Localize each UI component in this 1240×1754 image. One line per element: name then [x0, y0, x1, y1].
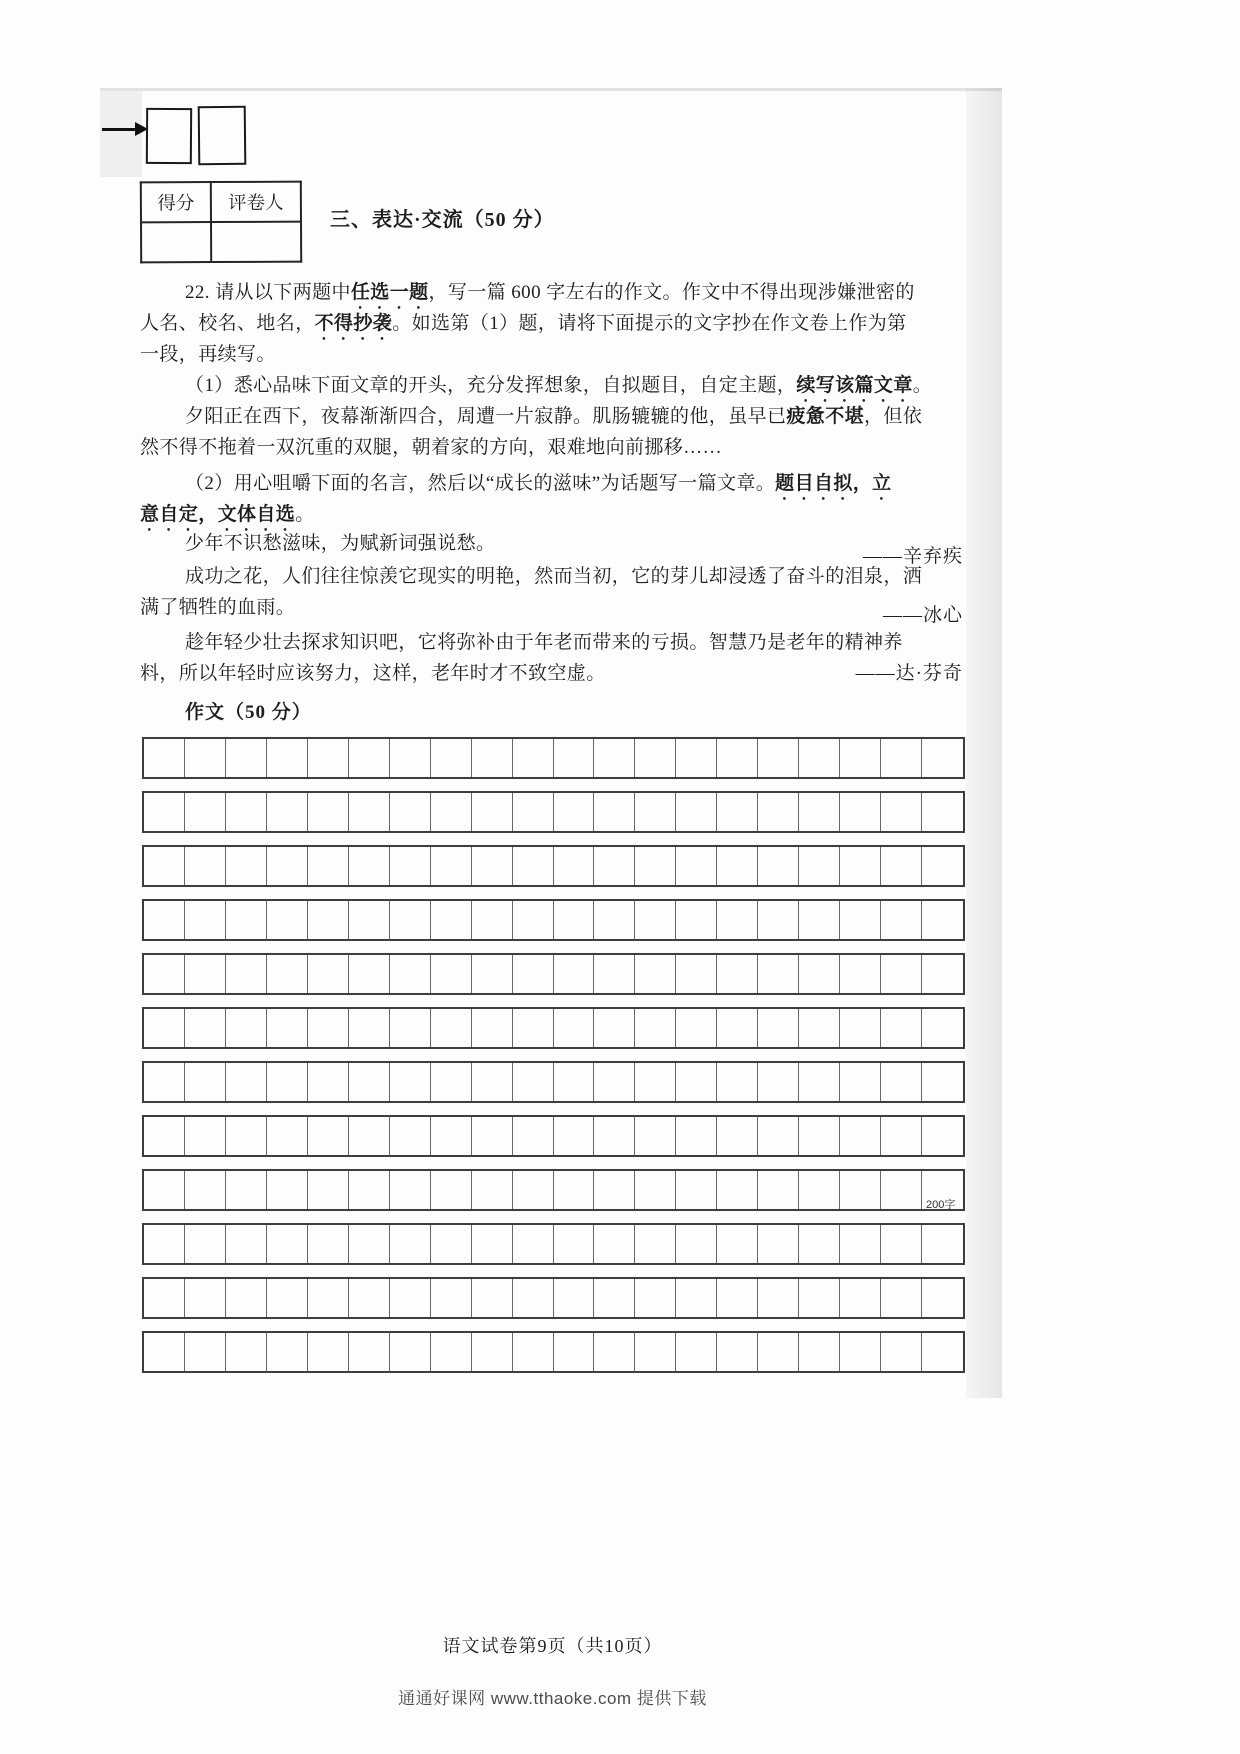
essay-grid-cell [594, 739, 635, 777]
essay-grid-cell [349, 1171, 390, 1209]
essay-grid-cell [308, 1171, 349, 1209]
essay-grid-cell [431, 847, 472, 885]
essay-grid-cell [267, 847, 308, 885]
essay-grid-cell [349, 1117, 390, 1155]
essay-grid-cell [349, 901, 390, 939]
q22-line2-emphasis: 不得抄袭 [314, 313, 393, 334]
essay-grid-cell [390, 793, 431, 831]
download-watermark: 通通好课网 www.tthaoke.com 提供下载 [398, 1689, 707, 1708]
essay-grid-cell [799, 1225, 840, 1263]
essay-grid-cell [717, 1171, 758, 1209]
essay-grid-cell [799, 1063, 840, 1101]
essay-grid-cell [758, 847, 799, 885]
essay-grid-cell [554, 739, 595, 777]
quote-3-line-1: 趁年轻少壮去探求知识吧，它将弥补由于年老而带来的亏损。智慧乃是老年的精神养 [185, 632, 903, 653]
essay-grid-cell [717, 1117, 758, 1155]
q22-line2-pre: 人名、校名、地名， [140, 313, 315, 334]
essay-grid-cell [635, 739, 676, 777]
topic1-intro-emphasis: 续写该篇文章 [796, 375, 913, 396]
essay-grid-cell [676, 793, 717, 831]
essay-grid-cell [594, 1009, 635, 1047]
essay-grid-cell [881, 739, 922, 777]
essay-grid-cell [922, 793, 963, 831]
essay-grid-cell [717, 955, 758, 993]
essay-grid-row [142, 1277, 965, 1319]
passage1-bold: 疲惫不堪 [786, 406, 865, 427]
essay-grid-cell [513, 1225, 554, 1263]
essay-grid-cell [881, 1009, 922, 1047]
essay-grid-cell [308, 1009, 349, 1047]
essay-grid-cell [513, 1009, 554, 1047]
topic1-passage-line-1 [185, 401, 922, 428]
section-title: 三、表达·交流（50 分） [330, 209, 555, 231]
essay-grid-cell [185, 1009, 226, 1047]
essay-grid-cell [840, 739, 881, 777]
essay-grid-cell [554, 847, 595, 885]
essay-grid-cell [472, 793, 513, 831]
essay-grid-cell [431, 1333, 472, 1371]
essay-grid-cell [922, 847, 963, 885]
essay-grid-cell [185, 1225, 226, 1263]
essay-grid-cell [881, 1063, 922, 1101]
essay-grid-cell [554, 1279, 595, 1317]
essay-grid-cell [676, 1009, 717, 1047]
essay-grid-cell [185, 1279, 226, 1317]
essay-grid-cell [308, 1225, 349, 1263]
essay-grid-cell [144, 739, 185, 777]
essay-grid-cell [226, 847, 267, 885]
essay-grid-cell [185, 1117, 226, 1155]
essay-grid-row [142, 1169, 965, 1211]
essay-grid-cell [554, 1117, 595, 1155]
essay-grid-cell [840, 955, 881, 993]
essay-grid-cell [554, 793, 595, 831]
essay-grid-cell [676, 847, 717, 885]
essay-grid-cell [144, 901, 185, 939]
essay-grid-cell [390, 1171, 431, 1209]
topic2-intro-pre: （2）用心咀嚼下面的名言，然后以“成长的滋味”为话题写一篇文章。 [185, 473, 776, 494]
essay-grid-cell [840, 1279, 881, 1317]
essay-grid-cell [144, 1117, 185, 1155]
essay-grid-cell [472, 1063, 513, 1101]
essay-grid-cell [554, 1009, 595, 1047]
quote-3-line-2: 料，所以年轻时应该努力，这样，老年时才不致空虚。 [140, 663, 606, 684]
essay-grid-cell [513, 1171, 554, 1209]
essay-grid-cell [144, 1009, 185, 1047]
essay-grid-cell [717, 1279, 758, 1317]
essay-grid-cell [922, 1063, 963, 1101]
essay-grid-cell [349, 1009, 390, 1047]
page-footer: 语文试卷第9页（共10页） [442, 1636, 663, 1656]
quote-2-attribution: ——冰心 [882, 605, 963, 626]
score-table-grader-cell [211, 222, 301, 262]
essay-grid-cell [554, 1063, 595, 1101]
essay-grid-cell [840, 1117, 881, 1155]
essay-grid-cell [758, 1063, 799, 1101]
essay-grid-cell [185, 793, 226, 831]
score-table-grader-header: 评卷人 [211, 182, 301, 222]
essay-grid-cell [513, 1117, 554, 1155]
essay-grid-cell [922, 1009, 963, 1047]
essay-grid-cell [676, 1063, 717, 1101]
margin-arrow-icon [102, 128, 139, 131]
essay-grid-cell [390, 1279, 431, 1317]
essay-grid-cell [144, 1225, 185, 1263]
essay-grid-cell [554, 901, 595, 939]
essay-grid-cell [513, 1333, 554, 1371]
essay-grid-cell [144, 847, 185, 885]
essay-grid-cell [472, 1009, 513, 1047]
essay-grid-cell [758, 1279, 799, 1317]
essay-grid-cell [431, 1117, 472, 1155]
essay-grid-cell [594, 1117, 635, 1155]
topic2-intro-emphasis-1: 题目自拟，立 [775, 473, 892, 494]
essay-grid-cell [513, 1063, 554, 1101]
essay-grid-cell [676, 1117, 717, 1155]
essay-grid-cell [144, 955, 185, 993]
essay-grid-cell [513, 901, 554, 939]
essay-grid-row [142, 1223, 965, 1265]
essay-grid-cell [308, 955, 349, 993]
q22-line1-post: ，写一篇 600 字左右的作文。作文中不得出现涉嫌泄密的 [428, 282, 915, 303]
essay-grid-cell [349, 739, 390, 777]
scan-edge-right [966, 88, 1002, 1398]
essay-grid-cell [881, 1333, 922, 1371]
essay-grid-cell [513, 847, 554, 885]
essay-grid-cell [717, 1063, 758, 1101]
essay-grid-cell [185, 1171, 226, 1209]
essay-grid-cell [431, 1009, 472, 1047]
essay-grid-cell [922, 1117, 963, 1155]
q22-line2-post: 。如选第（1）题，请将下面提示的文字抄在作文卷上作为第 [392, 313, 907, 334]
essay-grid-cell [717, 739, 758, 777]
essay-grid-cell [840, 1225, 881, 1263]
essay-grid-cell [594, 1333, 635, 1371]
essay-grid-cell [513, 739, 554, 777]
essay-grid-cell [635, 955, 676, 993]
essay-grid-cell [635, 847, 676, 885]
essay-grid-cell [472, 955, 513, 993]
quote-1-attribution: ——辛弃疾 [862, 546, 963, 567]
essay-grid-cell [799, 793, 840, 831]
essay-grid-cell [881, 901, 922, 939]
essay-grid-cell [594, 847, 635, 885]
essay-grid-cell [267, 1171, 308, 1209]
essay-grid-cell [717, 847, 758, 885]
score-table [140, 181, 302, 264]
essay-grid-cell [635, 1279, 676, 1317]
essay-grid-cell [226, 1225, 267, 1263]
essay-grid-cell [676, 901, 717, 939]
essay-grid-cell [676, 1279, 717, 1317]
essay-grid-cell [799, 955, 840, 993]
quote-3-attribution: ——达·芬奇 [855, 663, 963, 684]
essay-grid-cell [349, 955, 390, 993]
quote-2-line-1: 成功之花，人们往往惊羡它现实的明艳，然而当初，它的芽儿却浸透了奋斗的泪泉，洒 [185, 566, 923, 587]
essay-grid-cell [758, 1225, 799, 1263]
essay-grid-cell [758, 1009, 799, 1047]
essay-grid-cell [881, 847, 922, 885]
essay-grid-cell [922, 739, 963, 777]
essay-grid-cell [390, 901, 431, 939]
essay-grid-cell [308, 1279, 349, 1317]
essay-grid-cell [635, 1333, 676, 1371]
essay-grid-cell [840, 1009, 881, 1047]
essay-grid-cell [308, 793, 349, 831]
essay-grid-cell [840, 1171, 881, 1209]
essay-grid-cell [472, 1117, 513, 1155]
essay-grid-row [142, 845, 965, 887]
essay-grid-cell [881, 955, 922, 993]
q22-line-3: 一段，再续写。 [140, 344, 276, 365]
essay-grid-cell [349, 1225, 390, 1263]
essay-grid-cell [349, 793, 390, 831]
essay-grid-cell [431, 901, 472, 939]
essay-grid-cell [431, 1279, 472, 1317]
essay-grid-cell [431, 1063, 472, 1101]
essay-grid-cell [226, 955, 267, 993]
essay-grid-cell [390, 847, 431, 885]
essay-grid-cell [635, 1225, 676, 1263]
essay-grid-cell [349, 847, 390, 885]
essay-grid-cell [922, 901, 963, 939]
essay-grid-cell [144, 793, 185, 831]
essay-grid-cell [431, 955, 472, 993]
essay-grid-cell [267, 1333, 308, 1371]
essay-grid-cell [144, 1063, 185, 1101]
essay-grid-cell [758, 1333, 799, 1371]
score-table-score-header: 得分 [141, 182, 211, 222]
q22-line1-emphasis: 任选一题 [350, 282, 429, 303]
essay-grid-cell [594, 1225, 635, 1263]
essay-section-label: 作文（50 分） [185, 702, 312, 723]
essay-grid-cell [676, 1171, 717, 1209]
essay-grid-cell [594, 1171, 635, 1209]
essay-grid-cell [308, 847, 349, 885]
essay-grid-cell [513, 793, 554, 831]
essay-grid-row [142, 737, 965, 779]
scan-edge-top [100, 88, 1002, 91]
essay-grid-cell [185, 847, 226, 885]
essay-grid-cell [758, 1117, 799, 1155]
essay-grid-cell [635, 901, 676, 939]
essay-grid-cell [758, 955, 799, 993]
topic1-intro-pre: （1）悉心品味下面文章的开头，充分发挥想象，自拟题目，自定主题， [185, 375, 797, 396]
essay-grid-cell [185, 1063, 226, 1101]
essay-grid-cell [922, 1333, 963, 1371]
essay-grid-cell [226, 1333, 267, 1371]
essay-grid-row [142, 1007, 965, 1049]
essay-grid-cell [799, 739, 840, 777]
essay-grid-cell [881, 1171, 922, 1209]
essay-grid-cell [431, 793, 472, 831]
essay-grid-cell [799, 901, 840, 939]
essay-grid-cell [226, 1063, 267, 1101]
essay-grid-cell [349, 1279, 390, 1317]
quote-2-line-2: 满了牺牲的血雨。 [140, 597, 296, 618]
essay-grid-cell [594, 955, 635, 993]
essay-grid-cell [144, 1171, 185, 1209]
score-table-score-cell [141, 222, 211, 262]
essay-grid-cell [431, 739, 472, 777]
word-count-marker: 200字 [926, 1199, 956, 1211]
essay-grid-cell [431, 1225, 472, 1263]
essay-grid-cell [226, 1171, 267, 1209]
essay-grid-cell [635, 1009, 676, 1047]
essay-grid-cell [840, 1063, 881, 1101]
essay-grid-cell [799, 1171, 840, 1209]
essay-grid-row [142, 1115, 965, 1157]
essay-grid-cell [267, 1225, 308, 1263]
essay-grid-cell [390, 955, 431, 993]
essay-grid-cell [554, 1171, 595, 1209]
essay-grid-cell [758, 901, 799, 939]
essay-grid-cell [226, 1117, 267, 1155]
essay-grid-cell [308, 1333, 349, 1371]
essay-grid-cell [676, 1333, 717, 1371]
essay-grid-cell [840, 793, 881, 831]
essay-grid-cell [717, 901, 758, 939]
essay-grid-cell [635, 793, 676, 831]
essay-grid-cell [922, 1225, 963, 1263]
quote-1-line-1: 少年不识愁滋味，为赋新词强说愁。 [185, 533, 496, 554]
essay-grid-cell [881, 1117, 922, 1155]
essay-grid-cell [226, 739, 267, 777]
essay-grid-cell [840, 901, 881, 939]
essay-grid-cell [513, 955, 554, 993]
essay-grid [142, 737, 965, 1375]
essay-grid-cell [635, 1171, 676, 1209]
essay-grid-cell [267, 1063, 308, 1101]
essay-grid-cell [717, 1333, 758, 1371]
essay-grid-cell [267, 1279, 308, 1317]
essay-grid-cell [554, 1333, 595, 1371]
essay-grid-cell [676, 739, 717, 777]
essay-grid-cell [554, 955, 595, 993]
essay-grid-cell [267, 955, 308, 993]
essay-grid-cell [676, 955, 717, 993]
essay-grid-cell [349, 1333, 390, 1371]
essay-grid-row [142, 791, 965, 833]
essay-grid-cell [267, 1009, 308, 1047]
essay-grid-cell [390, 1063, 431, 1101]
essay-grid-cell [267, 1117, 308, 1155]
essay-grid-cell [717, 1225, 758, 1263]
essay-grid-cell [799, 847, 840, 885]
essay-grid-cell [594, 793, 635, 831]
essay-grid-cell [349, 1063, 390, 1101]
q22-line1-pre: 22. 请从以下两题中 [185, 282, 351, 303]
essay-grid-cell [226, 1279, 267, 1317]
passage1-pre: 夕阳正在西下，夜幕渐渐四合，周遭一片寂静。肌肠辘辘的他，虽早已 [185, 406, 787, 427]
answer-mark-box-2 [198, 106, 247, 165]
essay-grid-cell [226, 901, 267, 939]
essay-grid-row [142, 899, 965, 941]
essay-grid-cell [185, 739, 226, 777]
essay-grid-cell [472, 847, 513, 885]
topic1-intro-post: 。 [912, 375, 933, 396]
essay-grid-cell [717, 793, 758, 831]
essay-grid-row [142, 1061, 965, 1103]
topic2-intro-emphasis-2: 意自定，文体自选 [140, 504, 296, 525]
essay-grid-cell [472, 1225, 513, 1263]
topic1-passage-line-2: 然不得不拖着一双沉重的双腿，朝着家的方向，艰难地向前挪移…… [140, 437, 723, 458]
essay-grid-row [142, 1331, 965, 1373]
essay-grid-cell [144, 1279, 185, 1317]
essay-grid-cell [267, 901, 308, 939]
essay-grid-cell [840, 847, 881, 885]
essay-grid-cell [922, 955, 963, 993]
essay-grid-cell [758, 1171, 799, 1209]
essay-grid-cell [635, 1117, 676, 1155]
essay-grid-cell [185, 1333, 226, 1371]
essay-grid-cell [758, 739, 799, 777]
passage1-post: ，但依 [864, 406, 923, 427]
essay-grid-cell [554, 1225, 595, 1263]
essay-grid-cell [308, 739, 349, 777]
essay-grid-cell [267, 793, 308, 831]
essay-grid-cell [308, 1117, 349, 1155]
essay-grid-cell [881, 1279, 922, 1317]
essay-grid-cell [267, 739, 308, 777]
essay-grid-cell [390, 1009, 431, 1047]
essay-grid-cell [226, 1009, 267, 1047]
essay-grid-cell [390, 1117, 431, 1155]
topic2-intro2-post: 。 [295, 504, 315, 525]
essay-grid-cell [594, 1063, 635, 1101]
essay-grid-cell [840, 1333, 881, 1371]
essay-grid-cell [799, 1279, 840, 1317]
essay-grid-cell [513, 1279, 554, 1317]
essay-grid-cell [144, 1333, 185, 1371]
essay-grid-cell [717, 1009, 758, 1047]
essay-grid-cell [390, 1225, 431, 1263]
essay-grid-cell [431, 1171, 472, 1209]
essay-grid-cell [799, 1117, 840, 1155]
essay-grid-cell [308, 1063, 349, 1101]
essay-grid-cell [635, 1063, 676, 1101]
essay-grid-row [142, 953, 965, 995]
essay-grid-cell [472, 901, 513, 939]
essay-grid-cell [472, 1279, 513, 1317]
essay-grid-cell [472, 1171, 513, 1209]
essay-grid-cell [390, 1333, 431, 1371]
answer-mark-box-1 [146, 108, 192, 164]
essay-grid-cell [185, 955, 226, 993]
essay-grid-cell [676, 1225, 717, 1263]
essay-grid-cell [799, 1333, 840, 1371]
essay-grid-cell [390, 739, 431, 777]
essay-grid-cell [881, 793, 922, 831]
essay-grid-cell [308, 901, 349, 939]
essay-grid-cell [594, 901, 635, 939]
essay-grid-cell [594, 1279, 635, 1317]
essay-grid-cell [799, 1009, 840, 1047]
essay-grid-cell [472, 1333, 513, 1371]
essay-grid-cell [185, 901, 226, 939]
essay-grid-cell [758, 793, 799, 831]
essay-grid-cell [881, 1225, 922, 1263]
essay-grid-cell [226, 793, 267, 831]
essay-grid-cell [472, 739, 513, 777]
essay-grid-cell [922, 1279, 963, 1317]
